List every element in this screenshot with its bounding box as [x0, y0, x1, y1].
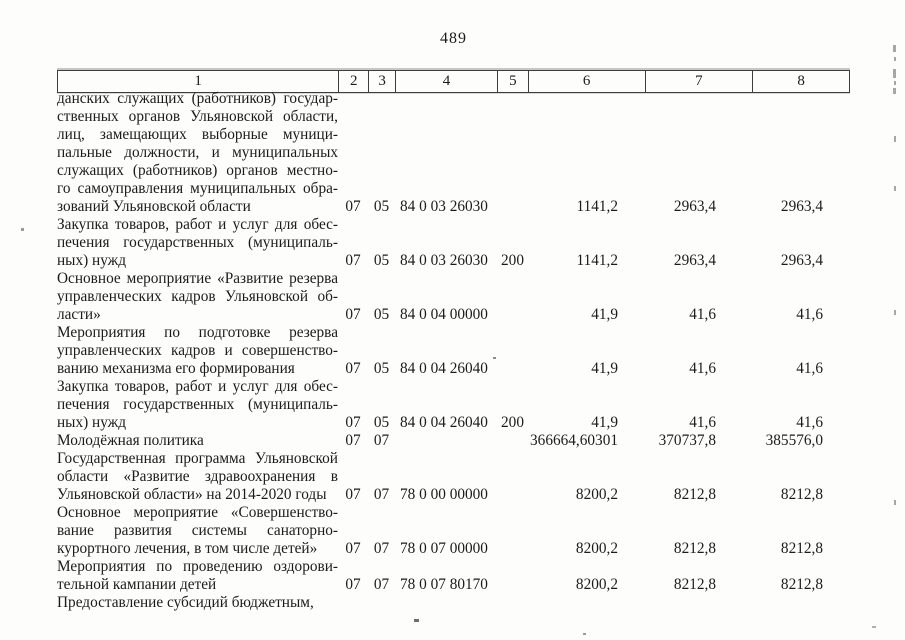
row-description [57, 558, 338, 594]
description-line: Основное мероприятие «Развитие резерва [57, 270, 338, 287]
table-row [57, 504, 850, 558]
description-line: пальные должности, и муниципальных [57, 144, 338, 161]
scan-artifact [893, 88, 896, 94]
col-amount-3: 2963,4 [780, 198, 823, 215]
col-amount-3: 41,6 [796, 414, 823, 431]
col-rz: 07 [345, 360, 361, 377]
description-line: ванию механизма его формирования [57, 360, 295, 377]
description-line: Ульяновской области» на 2014-2020 годы [57, 486, 327, 503]
table-body [57, 90, 850, 612]
col-vr: 200 [501, 414, 524, 431]
col-pr: 07 [373, 432, 390, 449]
col-amount-1: 1141,2 [576, 252, 618, 269]
table-row [57, 450, 850, 504]
scan-artifact [894, 310, 896, 315]
description-line: вание развития системы санаторно- [57, 522, 338, 539]
col-csr: 78 0 07 00000 [400, 540, 488, 557]
row-description [57, 90, 338, 216]
description-line: Мероприятия по подготовке резерва [57, 324, 338, 341]
col-rz: 07 [345, 414, 361, 431]
description-line: го самоуправления муниципальных обра- [57, 180, 338, 197]
table-row [57, 324, 850, 378]
row-description [57, 216, 338, 270]
col-pr: 05 [373, 198, 390, 215]
col-amount-2: 8212,8 [673, 576, 716, 593]
col-amount-3: 8212,8 [780, 486, 823, 503]
header-cell-2: 2 [338, 71, 368, 92]
description-line: области «Развитие здравоохранения в [57, 468, 338, 485]
col-amount-1: 41,9 [591, 306, 618, 323]
description-line: Мероприятия по проведению оздорови- [57, 558, 338, 575]
header-cell-7: 7 [645, 71, 753, 92]
description-line: Молодёжная политика [57, 432, 204, 449]
description-line: Государственная программа Ульяновской [57, 450, 338, 467]
col-rz: 07 [345, 486, 361, 503]
description-line: Закупка товаров, работ и услуг для обес- [57, 216, 338, 233]
col-amount-2: 41,6 [689, 414, 716, 431]
col-amount-3: 8212,8 [780, 576, 823, 593]
col-amount-3: 8212,8 [780, 540, 823, 557]
description-line: тельной кампании детей [57, 576, 217, 593]
header-cell-1: 1 [194, 73, 202, 89]
description-line: Предоставление субсидий бюджетным, [57, 594, 314, 611]
description-line: Основное мероприятие «Совершенство- [57, 504, 338, 521]
scan-artifact [894, 136, 896, 142]
description-line: печения государственных (муниципаль- [57, 396, 338, 413]
col-amount-3: 2963,4 [780, 252, 823, 269]
scan-artifact [872, 626, 876, 628]
table-row [57, 90, 850, 216]
description-line: служащих (работников) органов местно- [57, 162, 338, 179]
col-pr: 05 [373, 306, 390, 323]
col-amount-1: 366664,60301 [530, 432, 618, 449]
description-line: зований Ульяновской области [57, 198, 251, 215]
col-amount-1: 8200,2 [575, 576, 618, 593]
scan-artifact [893, 69, 896, 78]
table-row [57, 270, 850, 324]
col-amount-1: 1141,2 [576, 198, 618, 215]
col-csr: 84 0 03 26030 [400, 198, 488, 215]
col-rz: 07 [345, 432, 361, 449]
scan-artifact [493, 357, 496, 359]
col-pr: 07 [373, 576, 390, 593]
col-amount-2: 2963,4 [673, 252, 716, 269]
scan-artifact [894, 186, 896, 191]
description-line: данских служащих (работников) государ- [57, 90, 338, 107]
col-pr: 05 [373, 360, 390, 377]
header-cell-8: 8 [752, 71, 849, 92]
description-line: курортного лечения, в том числе детей» [57, 540, 318, 557]
description-line: ных) нужд [57, 414, 127, 431]
col-amount-1: 8200,2 [575, 540, 618, 557]
header-cell-5: 5 [497, 71, 528, 92]
col-pr: 07 [373, 540, 390, 557]
col-amount-2: 2963,4 [673, 198, 716, 215]
col-rz: 07 [345, 252, 361, 269]
header-cell-4: 4 [395, 71, 497, 92]
col-amount-2: 8212,8 [673, 486, 716, 503]
page-number: 489 [440, 30, 467, 47]
col-pr: 05 [373, 414, 390, 431]
table-row [57, 378, 850, 432]
col-amount-3: 41,6 [796, 306, 823, 323]
col-amount-2: 41,6 [689, 306, 716, 323]
scan-artifact [894, 57, 896, 61]
description-line: ласти» [57, 306, 101, 323]
row-description [57, 378, 338, 432]
row-description [57, 450, 338, 504]
col-csr: 78 0 07 80170 [400, 576, 488, 593]
row-description [57, 594, 338, 612]
col-amount-3: 385576,0 [765, 432, 823, 449]
table-row [57, 216, 850, 270]
row-description [57, 324, 338, 378]
col-csr: 78 0 00 00000 [400, 486, 488, 503]
header-cell-3: 3 [368, 71, 395, 92]
col-csr: 84 0 04 00000 [400, 306, 488, 323]
col-pr: 07 [373, 486, 390, 503]
scan-artifact [583, 633, 586, 635]
col-rz: 07 [345, 576, 361, 593]
scan-artifact [894, 500, 896, 505]
description-line: управленческих кадров и совершенство- [57, 342, 338, 359]
col-vr: 200 [501, 252, 524, 269]
table-row [57, 558, 850, 594]
scan-artifact [414, 619, 419, 622]
description-line: Закупка товаров, работ и услуг для обес- [57, 378, 338, 395]
col-amount-3: 41,6 [796, 360, 823, 377]
row-description [57, 432, 338, 450]
scan-artifact [893, 45, 896, 52]
col-csr: 84 0 04 26040 [400, 360, 488, 377]
description-line: печения государственных (муниципаль- [57, 234, 338, 251]
col-amount-1: 8200,2 [575, 486, 618, 503]
row-description [57, 270, 338, 324]
scan-artifact [21, 228, 24, 231]
row-description [57, 504, 338, 558]
table-row [57, 432, 850, 450]
header-cell-6: 6 [528, 71, 645, 92]
description-line: ственных органов Ульяновской области, [57, 108, 338, 125]
scan-artifact [894, 81, 896, 85]
col-rz: 07 [345, 540, 361, 557]
col-amount-2: 8212,8 [673, 540, 716, 557]
col-rz: 07 [345, 306, 361, 323]
table-row [57, 594, 850, 612]
col-csr: 84 0 04 26040 [400, 414, 488, 431]
col-amount-1: 41,9 [591, 360, 618, 377]
col-amount-2: 41,6 [689, 360, 716, 377]
description-line: ных) нужд [57, 252, 127, 269]
col-csr: 84 0 03 26030 [400, 252, 488, 269]
col-pr: 05 [373, 252, 390, 269]
description-line: управленческих кадров Ульяновской об- [57, 288, 338, 305]
description-line: лиц, замещающих выборные муници- [57, 126, 338, 143]
col-amount-2: 370737,8 [658, 432, 716, 449]
col-amount-1: 41,9 [591, 414, 618, 431]
col-rz: 07 [345, 198, 361, 215]
